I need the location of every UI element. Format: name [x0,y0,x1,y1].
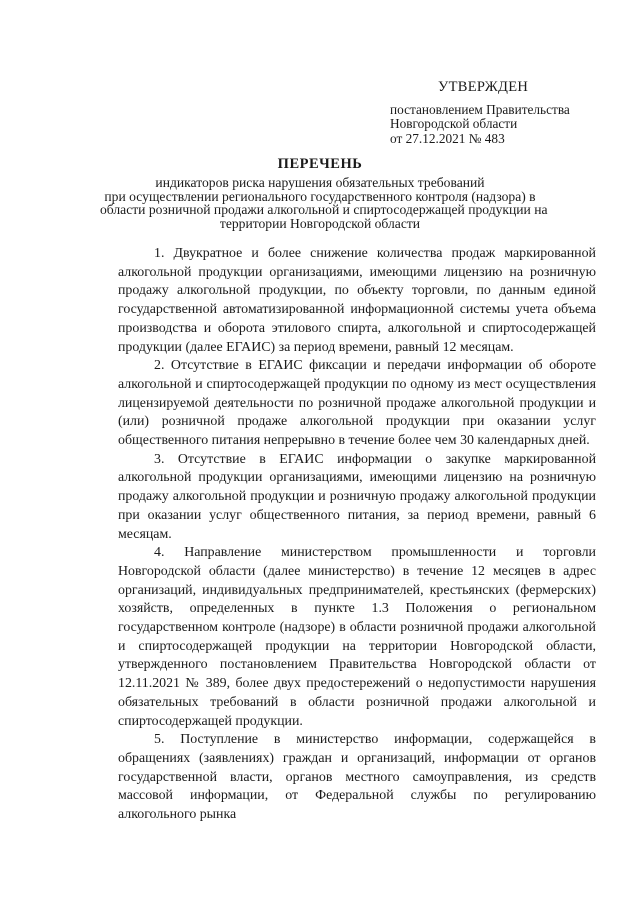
approval-stamp [386,80,616,146]
list-item-2: 2. Отсутствие в ЕГАИС фиксации и передачи информации об обороте алкогольной и спиртосодержащей продукции по одному из мест осуществления лицензируемой деятельности по розничной продаже алкогольной продукции и (или) розничной продаже алкогольной продукции при оказании услуг общественного питания непрерывно в течение более чем 30 календарных дней. [118,358,596,449]
subtitle-line: области розничной продажи алкогольной и спиртосодержащей продукции на [100,202,548,218]
document-title: ПЕРЕЧЕНЬ [277,156,363,172]
document-body [118,245,596,825]
approval-line: постановлением Правительства [390,101,570,117]
document-subtitle [100,175,548,231]
list-item-3: 3. Отсутствие в ЕГАИС информации о закупке маркированной алкогольной продукции организациями, имеющими лицензию на розничную продажу алкогольной продукции и розничную продажу алкогольной продукции при оказании услуг общественного питания, за период времени, равный 6 месяцам. [118,451,596,542]
subtitle-line: при осуществлении регионального государственного контроля (надзора) в [104,188,536,204]
list-item-5: 5. Поступление в министерство информации, содержащейся в обращениях (заявлениях) граждан и организаций, информации от органов государственной власти, органов местного самоуправления, из средств массовой информации, от Федеральной службы по регулированию алкогольного рынка [118,732,596,823]
approval-heading: УТВЕРЖДЕН [438,79,529,95]
approval-line: Новгородской области [390,116,518,131]
subtitle-line: индикаторов риска нарушения обязательных требований [155,175,485,190]
list-item-4: 4. Направление министерством промышленности и торговли Новгородской области (далее министерство) в течение 12 месяцев в адрес организаций, индивидуальных предпринимателей, крестьянских (фермерских) хозяйств, определенных в пункте 1.3 Положения о региональном государственном контроле (надзоре) в области розничной продажи алкогольной и спиртосодержащей продукции на территории Новгородской области, утвержденного постановлением Правительства Новгородской области от 12.11.2021 № 389, более двух предостережений о недопустимости нарушения обязательных требований в области розничной продажи алкогольной и спиртосодержащей продукции. [118,545,596,729]
list-item-1: 1. Двукратное и более снижение количества продаж маркированной алкогольной продукции организациями, имеющими лицензию на розничную продажу алкогольной продукции, по объекту торговли, по данным единой государственной автоматизированной информационной системы учета объема производства и оборота этилового спирта, алкогольной и спиртосодержащей продукции (далее ЕГАИС) за период времени, равный 12 месяцам. [118,246,596,355]
subtitle-line: территории Новгородской области [219,215,421,231]
approval-line: от 27.12.2021 № 483 [390,130,505,146]
